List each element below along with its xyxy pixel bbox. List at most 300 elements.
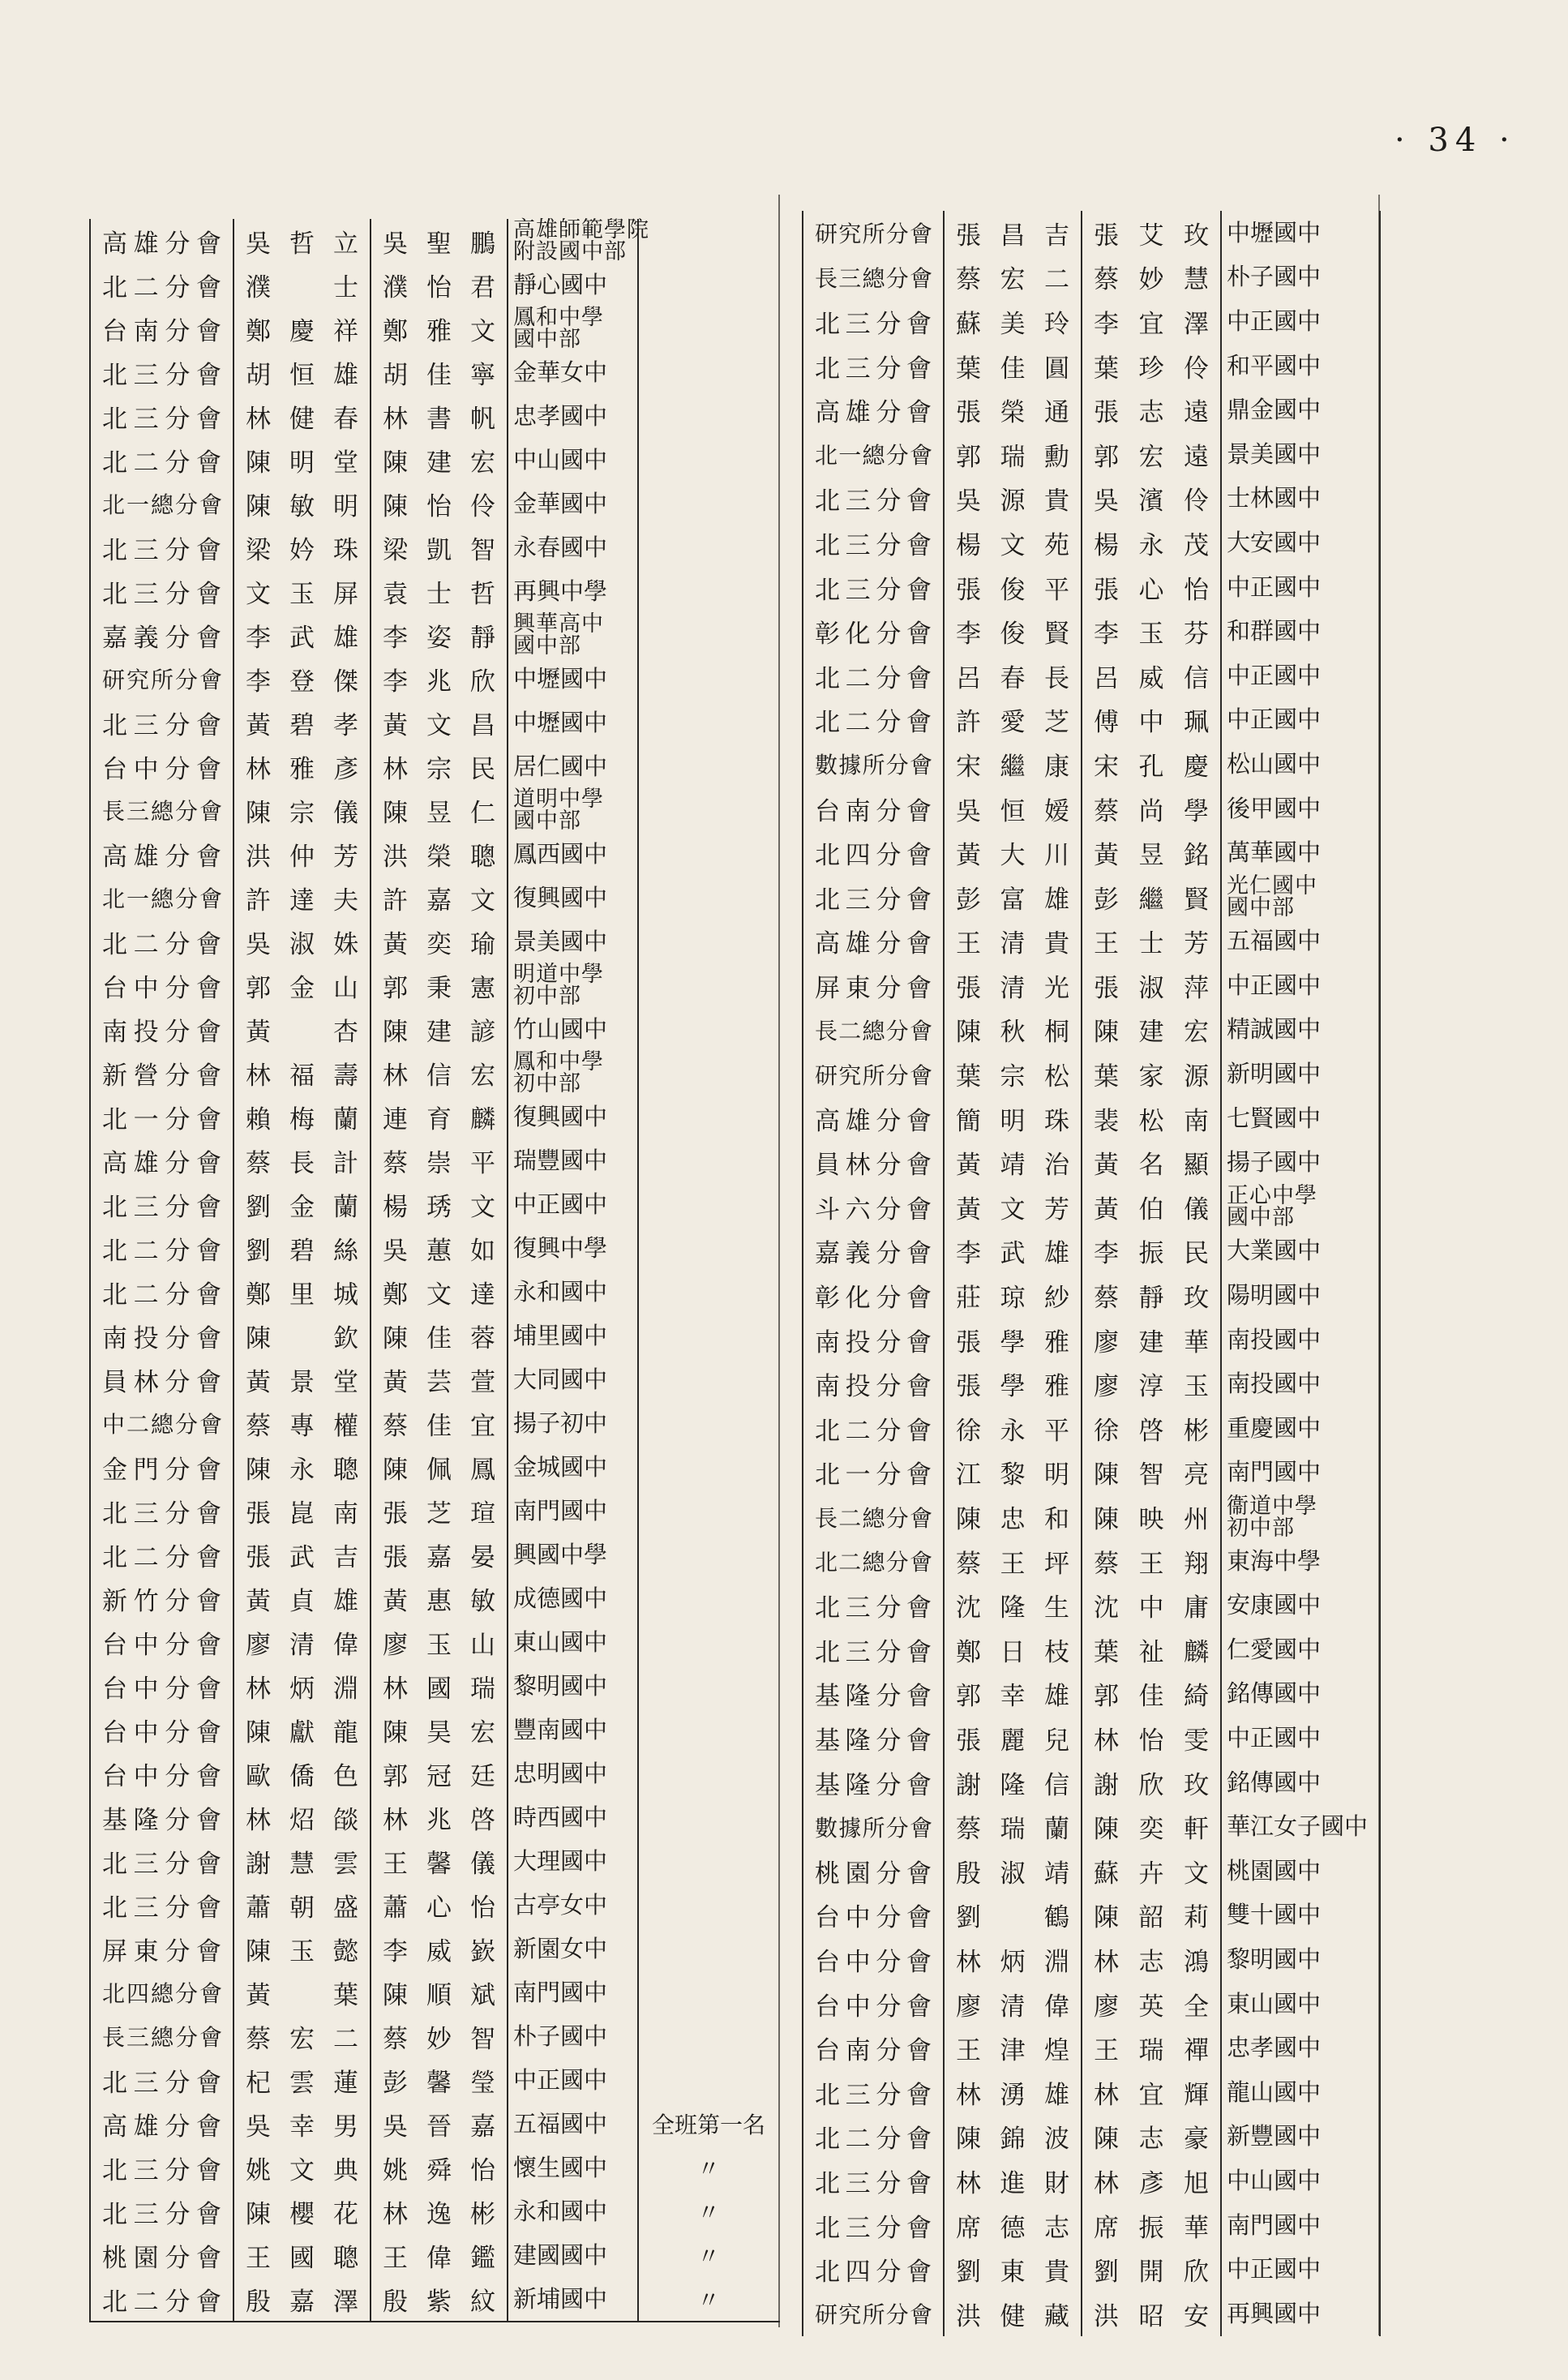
branch-cell — [91, 2277, 234, 2321]
parent-cell — [1082, 1140, 1222, 1185]
parent-cell — [1082, 609, 1222, 654]
remark-cell — [639, 1270, 778, 1314]
student-cell — [945, 742, 1082, 787]
school-text: 中壢國中 — [1227, 218, 1322, 247]
student-cell — [234, 1533, 371, 1576]
table-row — [91, 1970, 780, 2014]
school-cell — [1222, 875, 1381, 920]
table-row — [91, 2277, 780, 2321]
school-cell — [508, 2014, 639, 2058]
student-cell — [945, 698, 1082, 743]
parent-text: 林志鴻 — [1094, 1947, 1209, 1977]
student-cell — [234, 1839, 371, 1883]
student-text: 殷嘉澤 — [246, 2287, 358, 2317]
school-cell — [1222, 2292, 1381, 2336]
student-text: 江黎明 — [956, 1460, 1069, 1490]
branch-text: 北一總分會 — [102, 886, 221, 912]
parent-text: 陳奕軒 — [1094, 1815, 1209, 1845]
school-cell — [1222, 1849, 1381, 1893]
parent-text: 陳昱仁 — [383, 798, 495, 828]
parent-cell — [1082, 1893, 1222, 1938]
branch-text: 屏東分會 — [815, 973, 932, 1003]
student-cell — [234, 1927, 371, 1970]
school-text: 鳳和中學 初中部 — [513, 1049, 604, 1096]
parent-text: 李玉芬 — [1094, 620, 1209, 650]
parent-text: 洪昭安 — [1094, 2301, 1209, 2331]
remark-cell — [639, 2146, 778, 2189]
table-row — [91, 1357, 780, 1401]
table-row — [803, 2292, 1381, 2336]
student-text: 簡明珠 — [956, 1106, 1069, 1136]
parent-text: 陳建諺 — [383, 1017, 495, 1047]
parent-cell — [1082, 963, 1222, 1008]
branch-cell — [91, 2102, 234, 2146]
student-text: 蔡專權 — [246, 1411, 358, 1441]
branch-cell — [91, 263, 234, 307]
branch-cell — [803, 1937, 945, 1982]
parent-text: 彭馨瑩 — [383, 2068, 495, 2098]
branch-text: 北二分會 — [102, 929, 221, 959]
school-text: 重慶國中 — [1227, 1413, 1322, 1442]
school-text: 新埔國中 — [513, 2284, 608, 2313]
student-cell — [945, 1539, 1082, 1584]
parent-cell — [1082, 787, 1222, 831]
school-cell — [508, 744, 639, 788]
parent-cell — [371, 350, 508, 394]
parent-cell — [1082, 299, 1222, 344]
student-cell — [945, 1583, 1082, 1627]
branch-text: 桃園分會 — [815, 1859, 932, 1889]
parent-text: 郭佳綺 — [1094, 1682, 1209, 1712]
parent-cell — [1082, 344, 1222, 388]
branch-cell — [803, 1140, 945, 1185]
school-cell — [508, 1664, 639, 1708]
branch-text: 北三分會 — [102, 360, 221, 390]
parent-text: 吳濱伶 — [1094, 487, 1209, 517]
student-text: 陳宗儀 — [246, 798, 358, 828]
table-row — [803, 211, 1381, 255]
student-cell — [234, 569, 371, 613]
school-cell — [1222, 1096, 1381, 1141]
parent-cell — [1082, 2203, 1222, 2248]
table-row — [803, 830, 1381, 875]
branch-cell — [803, 2115, 945, 2159]
student-text: 陳櫻花 — [246, 2199, 358, 2229]
branch-cell — [91, 657, 234, 701]
student-cell — [945, 2159, 1082, 2203]
student-cell — [945, 875, 1082, 920]
branch-text: 北一總分會 — [102, 491, 221, 518]
school-cell — [1222, 1627, 1381, 1672]
parent-cell — [371, 2189, 508, 2233]
school-text: 中壢國中 — [513, 708, 608, 736]
school-cell — [508, 1752, 639, 1795]
school-text: 光仁國中 國中部 — [1227, 873, 1317, 921]
parent-text: 鄭雅文 — [383, 316, 495, 346]
parent-text: 蔡尚學 — [1094, 796, 1209, 826]
branch-cell — [803, 1185, 945, 1229]
student-cell — [945, 521, 1082, 565]
parent-text: 陳佩鳳 — [383, 1455, 495, 1485]
school-cell — [508, 963, 639, 1007]
student-cell — [945, 2247, 1082, 2292]
student-cell — [234, 1095, 371, 1139]
remark-text: 〃 — [696, 2155, 720, 2182]
branch-text: 北三分會 — [815, 309, 932, 339]
parent-text: 吳蕙如 — [383, 1236, 495, 1266]
student-cell — [234, 1226, 371, 1270]
remark-cell — [639, 307, 778, 350]
school-text: 忠孝國中 — [1227, 2034, 1322, 2062]
parent-text: 黃名顯 — [1094, 1151, 1209, 1181]
remark-cell — [639, 219, 778, 263]
school-cell — [508, 2102, 639, 2146]
table-row — [803, 698, 1381, 743]
school-text: 和群國中 — [1227, 617, 1322, 645]
parent-text: 張芝瑄 — [383, 1499, 495, 1529]
student-text: 劉碧絲 — [246, 1236, 358, 1266]
student-cell — [945, 1672, 1082, 1717]
table-row — [803, 920, 1381, 964]
table-row — [91, 219, 780, 263]
student-text: 許達夫 — [246, 886, 358, 916]
parent-cell — [371, 2233, 508, 2277]
parent-cell — [1082, 1318, 1222, 1362]
school-cell — [508, 1795, 639, 1839]
parent-cell — [1082, 1052, 1222, 1096]
table-row — [91, 2014, 780, 2058]
branch-text: 高雄分會 — [102, 229, 221, 259]
parent-text: 楊永茂 — [1094, 530, 1209, 560]
student-cell — [945, 1096, 1082, 1141]
student-cell — [234, 1401, 371, 1445]
remark-cell — [639, 1489, 778, 1533]
table-row — [91, 2102, 780, 2146]
parent-cell — [371, 1839, 508, 1883]
parent-cell — [371, 1664, 508, 1708]
parent-cell — [1082, 2070, 1222, 2115]
parent-cell — [1082, 2247, 1222, 2292]
branch-text: 長三總分會 — [815, 264, 932, 292]
student-cell — [945, 565, 1082, 610]
school-text: 忠明國中 — [513, 1759, 608, 1787]
school-cell — [508, 1007, 639, 1051]
student-cell — [234, 1357, 371, 1401]
table-row — [91, 876, 780, 920]
branch-text: 北三分會 — [815, 1637, 932, 1667]
remark-cell — [639, 1182, 778, 1226]
branch-cell — [91, 2146, 234, 2189]
school-cell — [1222, 1760, 1381, 1805]
parent-text: 蕭心怡 — [383, 1893, 495, 1923]
parent-cell — [1082, 1362, 1222, 1406]
school-text: 再興中學 — [513, 577, 608, 605]
remark-cell — [639, 2189, 778, 2233]
branch-text: 長三總分會 — [102, 798, 221, 825]
parent-cell — [1082, 1229, 1222, 1274]
parent-cell — [371, 482, 508, 525]
parent-cell — [371, 1752, 508, 1795]
student-cell — [234, 2102, 371, 2146]
school-text: 興國中學 — [513, 1540, 608, 1568]
student-text: 葉佳圓 — [956, 354, 1069, 384]
branch-cell — [91, 701, 234, 744]
student-text: 李登傑 — [246, 667, 358, 697]
student-text: 陳錦波 — [956, 2125, 1069, 2155]
student-text: 張崑南 — [246, 1499, 358, 1529]
branch-text: 北三分會 — [102, 579, 221, 609]
parent-text: 林宜輝 — [1094, 2080, 1209, 2110]
remark-cell — [639, 2102, 778, 2146]
branch-cell — [91, 1970, 234, 2014]
parent-text: 林宗民 — [383, 754, 495, 784]
school-text: 埔里國中 — [513, 1321, 608, 1349]
table-row — [803, 1451, 1381, 1495]
parent-text: 黃昱銘 — [1094, 841, 1209, 871]
school-text: 朴子國中 — [1227, 263, 1322, 291]
school-text: 華江女子國中 — [1227, 1812, 1369, 1841]
school-text: 萬華國中 — [1227, 838, 1322, 867]
branch-text: 屏東分會 — [102, 1936, 221, 1966]
branch-cell — [803, 1494, 945, 1539]
school-text: 中山國中 — [513, 445, 608, 474]
school-cell — [1222, 609, 1381, 654]
remark-cell — [639, 1795, 778, 1839]
branch-cell — [91, 1883, 234, 1927]
school-cell — [1222, 2115, 1381, 2159]
table-row — [91, 1445, 780, 1489]
student-cell — [234, 350, 371, 394]
school-cell — [508, 1489, 639, 1533]
school-cell — [1222, 1229, 1381, 1274]
school-text: 鳳西國中 — [513, 839, 608, 868]
school-cell — [1222, 2247, 1381, 2292]
school-cell — [1222, 1716, 1381, 1760]
branch-cell — [91, 788, 234, 832]
school-text: 黎明國中 — [513, 1671, 608, 1700]
school-cell — [1222, 1451, 1381, 1495]
school-text: 中正國中 — [1227, 971, 1322, 999]
parent-text: 林書帆 — [383, 404, 495, 434]
remark-cell — [639, 1533, 778, 1576]
remark-cell — [639, 1357, 778, 1401]
branch-cell — [803, 1893, 945, 1938]
school-cell — [1222, 1140, 1381, 1185]
parent-text: 李兆欣 — [383, 667, 495, 697]
school-cell — [1222, 654, 1381, 698]
table-row — [91, 701, 780, 744]
table-row — [803, 1008, 1381, 1053]
table-row — [803, 1185, 1381, 1229]
school-text: 中山國中 — [1227, 2166, 1322, 2194]
parent-text: 王偉鑑 — [383, 2243, 495, 2273]
table-row — [91, 963, 780, 1007]
branch-cell — [803, 211, 945, 255]
branch-cell — [803, 521, 945, 565]
remark-text: 〃 — [696, 2287, 720, 2314]
student-cell — [234, 1314, 371, 1357]
branch-text: 北四總分會 — [102, 1980, 221, 2007]
branch-text: 台中分會 — [815, 1903, 932, 1933]
school-text: 古亭女中 — [513, 1890, 608, 1919]
remark-cell — [639, 744, 778, 788]
student-text: 杞雲蓮 — [246, 2068, 358, 2098]
parent-text: 梁凱智 — [383, 535, 495, 565]
student-text: 莊琼紗 — [956, 1284, 1069, 1314]
table-row — [803, 1627, 1381, 1672]
student-text: 葉宗松 — [956, 1062, 1069, 1092]
school-cell — [1222, 742, 1381, 787]
student-cell — [945, 1627, 1082, 1672]
remark-cell — [639, 832, 778, 876]
parent-cell — [1082, 1982, 1222, 2026]
student-text: 林進財 — [956, 2168, 1069, 2198]
branch-text: 台中分會 — [102, 754, 221, 784]
branch-text: 高雄分會 — [102, 2112, 221, 2142]
student-text: 李武雄 — [956, 1239, 1069, 1269]
student-cell — [234, 1620, 371, 1664]
parent-text: 蔡佳宜 — [383, 1411, 495, 1441]
student-cell — [945, 432, 1082, 477]
branch-cell — [803, 2070, 945, 2115]
parent-cell — [371, 569, 508, 613]
branch-cell — [803, 2292, 945, 2336]
parent-cell — [1082, 830, 1222, 875]
school-cell — [508, 701, 639, 744]
table-row — [803, 1362, 1381, 1406]
parent-cell — [371, 263, 508, 307]
student-text: 許愛芝 — [956, 708, 1069, 738]
parent-cell — [371, 876, 508, 920]
parent-text: 葉祉麟 — [1094, 1637, 1209, 1667]
school-text: 仁愛國中 — [1227, 1635, 1322, 1663]
student-cell — [945, 1318, 1082, 1362]
student-text: 李武雄 — [246, 623, 358, 653]
parent-cell — [371, 744, 508, 788]
branch-text: 基隆分會 — [815, 1770, 932, 1800]
table-row — [803, 1494, 1381, 1539]
parent-cell — [371, 613, 508, 657]
parent-text: 林彥旭 — [1094, 2168, 1209, 2198]
student-text: 陳獻龍 — [246, 1717, 358, 1747]
table-row — [91, 920, 780, 963]
remark-text: 〃 — [696, 2199, 720, 2226]
table-row — [91, 2189, 780, 2233]
student-cell — [945, 609, 1082, 654]
student-text: 吳恒嫒 — [956, 796, 1069, 826]
table-row — [803, 2203, 1381, 2248]
student-cell — [234, 1489, 371, 1533]
branch-cell — [91, 1095, 234, 1139]
school-text: 靜心國中 — [513, 270, 608, 298]
remark-cell — [639, 876, 778, 920]
table-row — [91, 1839, 780, 1883]
branch-cell — [91, 307, 234, 350]
table-row — [91, 438, 780, 482]
school-text: 中壢國中 — [513, 664, 608, 693]
branch-cell — [91, 2233, 234, 2277]
school-text: 中正國中 — [513, 1190, 608, 1218]
parent-text: 吳晉嘉 — [383, 2112, 495, 2142]
branch-cell — [91, 1314, 234, 1357]
table-row — [91, 263, 780, 307]
student-cell — [234, 1664, 371, 1708]
parent-cell — [371, 920, 508, 963]
student-text: 吳幸男 — [246, 2112, 358, 2142]
branch-text: 金門分會 — [102, 1455, 221, 1485]
table-row — [803, 2159, 1381, 2203]
student-text: 林健春 — [246, 404, 358, 434]
branch-cell — [803, 432, 945, 477]
parent-text: 黃文昌 — [383, 710, 495, 740]
student-cell — [234, 1576, 371, 1620]
school-cell — [508, 788, 639, 832]
branch-text: 南投分會 — [815, 1372, 932, 1402]
table-row — [91, 569, 780, 613]
parent-cell — [371, 1226, 508, 1270]
school-text: 景美國中 — [513, 927, 608, 955]
table-row — [803, 432, 1381, 477]
parent-text: 林信宏 — [383, 1061, 495, 1091]
table-row — [91, 788, 780, 832]
branch-text: 台中分會 — [102, 1761, 221, 1791]
table-row — [91, 1007, 780, 1051]
student-text: 賴梅蘭 — [246, 1104, 358, 1134]
parent-cell — [1082, 1804, 1222, 1849]
school-cell — [1222, 521, 1381, 565]
school-text: 銘傳國中 — [1227, 1679, 1322, 1708]
school-text: 懷生國中 — [513, 2153, 608, 2181]
branch-text: 基隆分會 — [815, 1682, 932, 1712]
parent-cell — [1082, 1539, 1222, 1584]
parent-text: 謝欣玫 — [1094, 1770, 1209, 1800]
parent-text: 郭宏遠 — [1094, 442, 1209, 472]
student-cell — [234, 701, 371, 744]
school-text: 鼎金國中 — [1227, 396, 1322, 424]
school-cell — [1222, 388, 1381, 432]
school-cell — [508, 438, 639, 482]
school-text: 建國國中 — [513, 2241, 608, 2269]
branch-text: 台中分會 — [102, 1717, 221, 1747]
student-text: 彭富雄 — [956, 885, 1069, 915]
branch-text: 長三總分會 — [102, 2024, 221, 2051]
parent-cell — [1082, 565, 1222, 610]
table-row — [803, 787, 1381, 831]
student-text: 蔡瑞蘭 — [956, 1815, 1069, 1845]
branch-text: 北三分會 — [815, 1593, 932, 1623]
parent-cell — [371, 1620, 508, 1664]
student-cell — [945, 1982, 1082, 2026]
student-text: 蔡王坪 — [956, 1549, 1069, 1579]
school-cell — [508, 1051, 639, 1095]
parent-text: 蔡崇平 — [383, 1148, 495, 1178]
school-cell — [1222, 2203, 1381, 2248]
parent-text: 陳志豪 — [1094, 2125, 1209, 2155]
parent-text: 黃芸萱 — [383, 1367, 495, 1397]
remark-cell — [639, 1445, 778, 1489]
branch-text: 北三分會 — [815, 530, 932, 560]
parent-cell — [1082, 1760, 1222, 1805]
remark-cell — [639, 657, 778, 701]
school-text: 竹山國中 — [513, 1014, 608, 1043]
student-text: 林炳淵 — [956, 1947, 1069, 1977]
student-text: 黃景堂 — [246, 1367, 358, 1397]
student-text: 鄭日枝 — [956, 1637, 1069, 1667]
remark-cell — [639, 1051, 778, 1095]
branch-cell — [803, 1716, 945, 1760]
student-text: 濮 士 — [246, 272, 358, 302]
table-row — [91, 307, 780, 350]
